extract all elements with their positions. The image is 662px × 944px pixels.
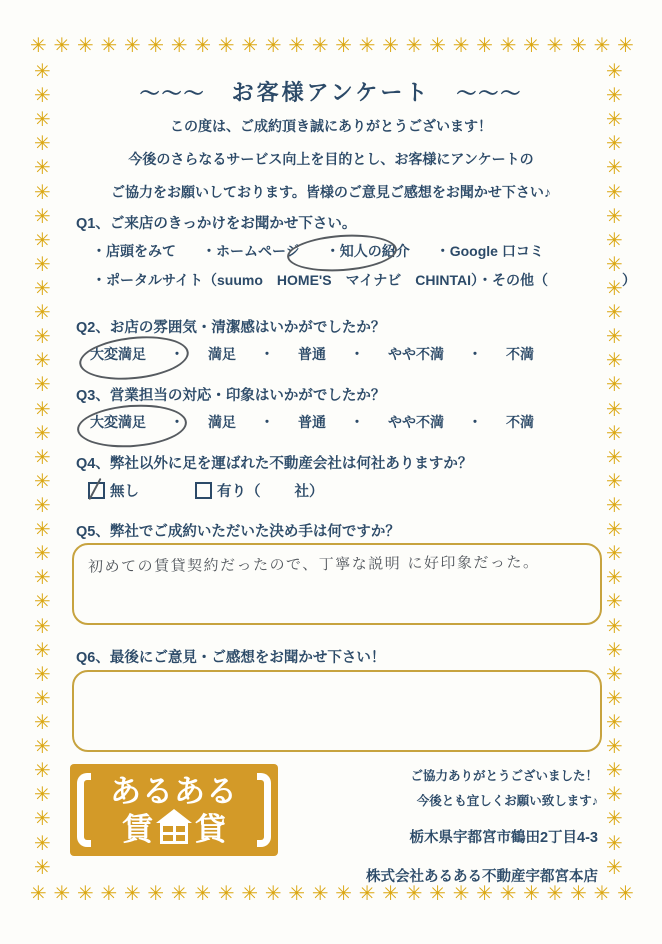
flower-asterisk-icon: ✳ — [288, 883, 306, 905]
q4-option-has-label: 有り（ — [217, 484, 261, 500]
q1-option-storefront: ・店頭をみて — [92, 243, 176, 259]
q5-answer-box — [72, 543, 602, 625]
flower-asterisk-icon: ✳ — [382, 883, 400, 905]
question-5-label: Q5、弊社でご成約いただいた決め手は何ですか？ — [76, 524, 400, 540]
flower-asterisk-icon: ✳ — [34, 784, 51, 807]
logo-text-aruaru: あるある — [110, 773, 238, 809]
flower-asterisk-icon: ✳ — [34, 808, 51, 831]
title-wave-decor-left: ～～～ — [139, 83, 206, 105]
flower-asterisk-icon: ✳ — [34, 277, 51, 300]
flower-asterisk-icon: ✳ — [606, 494, 623, 517]
flower-asterisk-icon: ✳ — [499, 883, 517, 905]
flower-asterisk-icon: ✳ — [606, 229, 623, 252]
flower-asterisk-icon: ✳ — [606, 519, 623, 542]
flower-asterisk-icon: ✳ — [429, 35, 446, 57]
flower-asterisk-icon: ✳ — [606, 374, 623, 397]
question-1-label: Q1、ご来店のきっかけをお聞かせ下さい。 — [76, 216, 357, 232]
q6-answer-box — [72, 670, 602, 752]
flower-asterisk-icon: ✳ — [311, 35, 329, 57]
footer-company-name: 株式会社あるある不動産宇都宮本店 — [366, 869, 598, 885]
flower-asterisk-icon: ✳ — [617, 35, 634, 57]
flower-asterisk-icon: ✳ — [358, 883, 376, 905]
flower-asterisk-icon: ✳ — [34, 374, 51, 397]
flower-asterisk-icon: ✳ — [34, 543, 51, 566]
checkbox-none-checked — [88, 482, 105, 499]
flower-asterisk-icon: ✳ — [34, 229, 51, 252]
flower-asterisk-icon: ✳ — [606, 277, 623, 300]
flower-asterisk-icon: ✳ — [606, 326, 623, 349]
flower-asterisk-icon: ✳ — [34, 856, 51, 879]
flower-asterisk-icon: ✳ — [217, 35, 235, 57]
separator-dot: ・ — [468, 346, 482, 362]
flower-asterisk-icon: ✳ — [606, 784, 623, 807]
question-1-options-row1 — [92, 241, 544, 261]
flower-asterisk-icon: ✳ — [288, 35, 306, 57]
flower-asterisk-icon: ✳ — [335, 883, 353, 905]
flower-asterisk-icon: ✳ — [53, 883, 71, 905]
flower-asterisk-icon: ✳ — [606, 687, 623, 710]
flower-asterisk-icon: ✳ — [617, 883, 634, 905]
separator-dot: ・ — [260, 414, 274, 430]
flower-asterisk-icon: ✳ — [147, 35, 165, 57]
flower-asterisk-icon: ✳ — [382, 35, 400, 57]
q6-handwritten-answer — [88, 677, 590, 682]
flower-asterisk-icon: ✳ — [606, 133, 623, 156]
flower-asterisk-icon: ✳ — [606, 253, 623, 276]
flower-asterisk-icon: ✳ — [264, 35, 282, 57]
flower-asterisk-icon: ✳ — [405, 35, 423, 57]
flower-asterisk-icon: ✳ — [170, 35, 188, 57]
aruaru-chintai-logo — [70, 764, 278, 856]
flower-asterisk-icon: ✳ — [264, 883, 282, 905]
q2-option-slightly-dissatisfied: やや不満 — [388, 346, 444, 362]
flower-asterisk-icon: ✳ — [30, 35, 47, 57]
intro-text — [0, 110, 662, 209]
handwritten-check-mark — [88, 478, 101, 500]
question-3-label: Q3、営業担当の対応・印象はいかがでしたか？ — [76, 388, 386, 404]
flower-asterisk-icon: ✳ — [34, 446, 51, 469]
flower-asterisk-icon: ✳ — [34, 470, 51, 493]
flower-asterisk-icon: ✳ — [34, 181, 51, 204]
flower-asterisk-icon: ✳ — [606, 398, 623, 421]
flower-asterisk-icon: ✳ — [429, 883, 446, 905]
flower-asterisk-icon: ✳ — [476, 883, 493, 905]
separator-dot: ・ — [170, 414, 184, 430]
flower-asterisk-icon: ✳ — [76, 883, 94, 905]
question-3-options — [90, 412, 534, 432]
q3-option-slightly-dissatisfied: やや不満 — [388, 414, 444, 430]
q1-option-referral: ・知人の紹介 — [325, 243, 410, 259]
flower-asterisk-icon: ✳ — [523, 883, 540, 905]
flower-asterisk-icon: ✳ — [606, 157, 623, 180]
q1-option-portal-sites: ・ポータルサイト（suumo HOME'S マイナビ CHINTAI）・その他（ — [92, 272, 549, 288]
flower-asterisk-icon: ✳ — [34, 253, 51, 276]
flower-asterisk-icon: ✳ — [335, 35, 353, 57]
house-body-window-grid — [160, 823, 188, 844]
footer-text-block — [366, 764, 598, 892]
flower-asterisk-icon: ✳ — [358, 35, 376, 57]
flower-asterisk-icon: ✳ — [53, 35, 71, 57]
house-icon — [156, 809, 192, 845]
page-title-row — [0, 76, 662, 107]
q1-option-google-review: ・Google 口コミ — [435, 243, 544, 259]
flower-asterisk-icon: ✳ — [606, 663, 623, 686]
house-roof — [156, 809, 192, 823]
flower-asterisk-icon: ✳ — [606, 302, 623, 325]
flower-asterisk-icon: ✳ — [606, 181, 623, 204]
question-2-label: Q2、お店の雰囲気・清潔感はいかがでしたか？ — [76, 320, 386, 336]
question-6-label: Q6、最後にご意見・ご感想をお聞かせ下さい！ — [76, 650, 386, 666]
flower-asterisk-icon: ✳ — [499, 35, 517, 57]
flower-asterisk-icon: ✳ — [34, 567, 51, 590]
flower-asterisk-icon: ✳ — [34, 519, 51, 542]
flower-asterisk-icon: ✳ — [606, 567, 623, 590]
flower-asterisk-icon: ✳ — [405, 883, 423, 905]
intro-line-2: 今後のさらなるサービス向上を目的とし、お客様にアンケートの — [128, 151, 534, 167]
flower-asterisk-icon: ✳ — [570, 35, 587, 57]
flower-asterisk-icon: ✳ — [606, 350, 623, 373]
flower-asterisk-icon: ✳ — [34, 157, 51, 180]
separator-dot: ・ — [170, 346, 184, 362]
separator-dot: ・ — [350, 414, 364, 430]
logo-bracket-right — [257, 773, 271, 847]
flower-asterisk-icon: ✳ — [546, 883, 564, 905]
intro-line-1: この度は、ご成約頂き誠にありがとうございます！ — [170, 118, 492, 134]
flower-asterisk-icon: ✳ — [34, 736, 51, 759]
flower-asterisk-icon: ✳ — [606, 446, 623, 469]
flower-asterisk-icon: ✳ — [34, 205, 51, 228]
question-4-options — [88, 480, 324, 501]
footer-address: 栃木県宇都宮市鶴田2丁目4-3 — [409, 830, 598, 846]
flower-asterisk-icon: ✳ — [34, 109, 51, 132]
question-4-label: Q4、弊社以外に足を運ばれた不動産会社は何社ありますか？ — [76, 456, 473, 472]
title-wave-decor-right: ～～～ — [456, 83, 523, 105]
flower-asterisk-icon: ✳ — [570, 883, 587, 905]
q2-option-satisfied: 満足 — [208, 346, 236, 362]
flower-asterisk-icon: ✳ — [311, 883, 329, 905]
flower-asterisk-icon: ✳ — [606, 639, 623, 662]
flower-asterisk-icon: ✳ — [147, 883, 165, 905]
flower-asterisk-icon: ✳ — [606, 85, 623, 108]
flower-asterisk-icon: ✳ — [34, 760, 51, 783]
flower-asterisk-icon: ✳ — [452, 35, 470, 57]
footer-thanks-line1: ご協力ありがとうございました！ — [410, 769, 598, 783]
flower-asterisk-icon: ✳ — [606, 543, 623, 566]
flower-asterisk-icon: ✳ — [100, 883, 118, 905]
flower-asterisk-icon: ✳ — [34, 61, 51, 83]
separator-dot: ・ — [260, 346, 274, 362]
flower-asterisk-icon: ✳ — [546, 35, 564, 57]
flower-asterisk-icon: ✳ — [606, 711, 623, 734]
flower-asterisk-icon: ✳ — [34, 639, 51, 662]
flower-asterisk-icon: ✳ — [34, 350, 51, 373]
q1-other-close-paren: ） — [622, 272, 637, 288]
logo-bracket-left — [77, 773, 91, 847]
flower-asterisk-icon: ✳ — [76, 35, 94, 57]
logo-char-tai: 貸 — [195, 812, 226, 848]
flower-asterisk-icon: ✳ — [606, 736, 623, 759]
flower-asterisk-icon: ✳ — [34, 133, 51, 156]
question-1-options-row2 — [92, 270, 636, 290]
flower-asterisk-icon: ✳ — [606, 61, 623, 83]
separator-dot: ・ — [468, 414, 482, 430]
q1-option-homepage: ・ホームページ — [202, 243, 300, 259]
flower-asterisk-icon: ✳ — [194, 883, 212, 905]
q5-handwritten-answer: 初めての賃貸契約だったので、丁寧な説明 に好印象だった。 — [87, 552, 540, 576]
decorative-border-top — [30, 36, 634, 56]
flower-asterisk-icon: ✳ — [476, 35, 493, 57]
flower-asterisk-icon: ✳ — [606, 422, 623, 445]
separator-dot: ・ — [350, 346, 364, 362]
flower-asterisk-icon: ✳ — [593, 883, 611, 905]
flower-asterisk-icon: ✳ — [606, 591, 623, 614]
flower-asterisk-icon: ✳ — [100, 35, 118, 57]
flower-asterisk-icon: ✳ — [30, 883, 47, 905]
flower-asterisk-icon: ✳ — [34, 663, 51, 686]
q2-option-neutral: 普通 — [298, 346, 326, 362]
q3-option-satisfied: 満足 — [208, 414, 236, 430]
flower-asterisk-icon: ✳ — [34, 687, 51, 710]
flower-asterisk-icon: ✳ — [606, 470, 623, 493]
flower-asterisk-icon: ✳ — [123, 883, 141, 905]
flower-asterisk-icon: ✳ — [34, 591, 51, 614]
q4-option-none-label: 無し — [110, 484, 139, 500]
flower-asterisk-icon: ✳ — [606, 832, 623, 855]
flower-asterisk-icon: ✳ — [606, 615, 623, 638]
flower-asterisk-icon: ✳ — [593, 35, 611, 57]
q3-option-dissatisfied: 不満 — [506, 414, 534, 430]
flower-asterisk-icon: ✳ — [34, 711, 51, 734]
flower-asterisk-icon: ✳ — [34, 832, 51, 855]
flower-asterisk-icon: ✳ — [34, 302, 51, 325]
flower-asterisk-icon: ✳ — [34, 326, 51, 349]
logo-text-chintai-row — [122, 809, 226, 848]
flower-asterisk-icon: ✳ — [34, 85, 51, 108]
flower-asterisk-icon: ✳ — [194, 35, 212, 57]
flower-asterisk-icon: ✳ — [606, 760, 623, 783]
flower-asterisk-icon: ✳ — [241, 35, 259, 57]
page-title: お客様アンケート — [231, 80, 431, 105]
flower-asterisk-icon: ✳ — [606, 808, 623, 831]
q4-option-has-suffix: 社） — [294, 484, 324, 500]
q2-option-dissatisfied: 不満 — [506, 346, 534, 362]
flower-asterisk-icon: ✳ — [606, 205, 623, 228]
flower-asterisk-icon: ✳ — [170, 883, 188, 905]
flower-asterisk-icon: ✳ — [34, 615, 51, 638]
flower-asterisk-icon: ✳ — [217, 883, 235, 905]
flower-asterisk-icon: ✳ — [34, 422, 51, 445]
question-2-options — [90, 344, 534, 364]
checkbox-has-unchecked — [195, 482, 212, 499]
intro-line-3: ご協力をお願いしております。皆様のご意見ご感想をお聞かせ下さい♪ — [111, 184, 551, 200]
flower-asterisk-icon: ✳ — [606, 109, 623, 132]
flower-asterisk-icon: ✳ — [34, 494, 51, 517]
q3-option-very-satisfied: 大変満足 — [90, 414, 146, 430]
footer-thanks-line2: 今後とも宜しくお願い致します♪ — [416, 794, 598, 808]
logo-char-chin: 賃 — [122, 812, 153, 848]
q2-option-very-satisfied: 大変満足 — [90, 346, 146, 362]
flower-asterisk-icon: ✳ — [452, 883, 470, 905]
flower-asterisk-icon: ✳ — [123, 35, 141, 57]
flower-asterisk-icon: ✳ — [606, 856, 623, 879]
q3-option-neutral: 普通 — [298, 414, 326, 430]
flower-asterisk-icon: ✳ — [241, 883, 259, 905]
flower-asterisk-icon: ✳ — [523, 35, 540, 57]
flower-asterisk-icon: ✳ — [34, 398, 51, 421]
